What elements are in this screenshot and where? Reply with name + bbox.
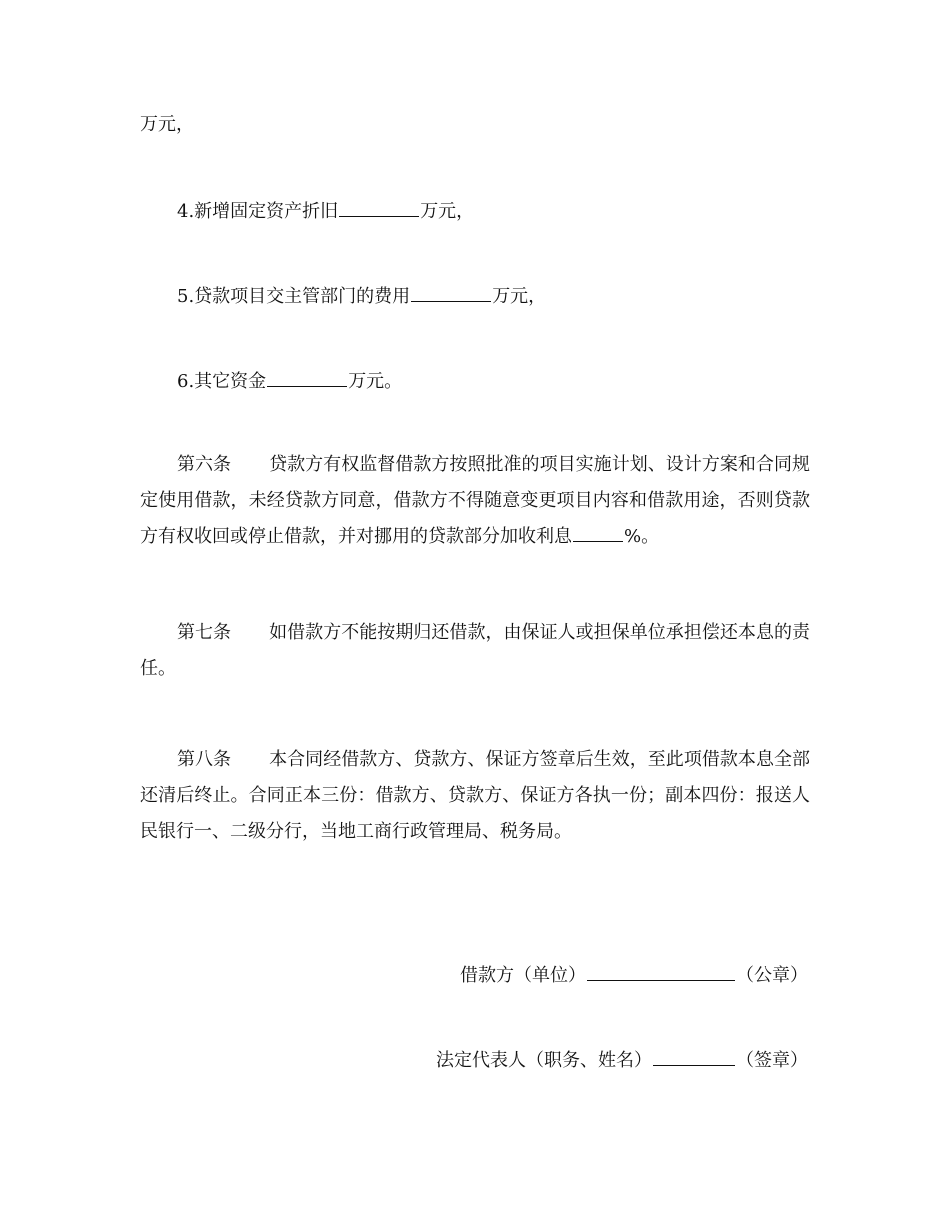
article-6-text: 贷款方有权监督借款方按照批准的项目实施计划、设计方案和合同规定使用借款，未经贷款方同意，借款方不得随意变更项目内容和借款用途，否则贷款方有权收回或停止借款，并对挪用的贷款部分加收利息	[140, 454, 810, 547]
fill-blank[interactable]	[587, 962, 735, 981]
article-8-text: 本合同经借款方、贷款方、保证方签章后生效，至此项借款本息全部还清后终止。合同正本三份：借款方、贷款方、保证方各执一份；副本四份：报送人民银行一、二级分行，当地工商行政管理局、税务局。	[140, 749, 810, 842]
fill-blank[interactable]	[267, 368, 347, 387]
item-4-prefix: 4.新增固定资产折旧	[177, 201, 339, 222]
fill-blank[interactable]	[339, 198, 419, 217]
borrower-label: 借款方（单位）	[460, 965, 586, 986]
continuation-text: 万元，	[140, 114, 194, 135]
article-8	[140, 742, 810, 850]
article-6-title: 第六条	[177, 454, 232, 475]
item-4-suffix: 万元，	[420, 201, 475, 222]
item-4	[177, 198, 474, 224]
representative-seal: （签章）	[736, 1050, 808, 1071]
borrower-signature-line	[460, 962, 808, 988]
item-6-prefix: 6.其它资金	[177, 371, 267, 392]
item-5-suffix: 万元，	[492, 286, 547, 307]
article-6-end: %。	[624, 526, 660, 547]
continuation-line	[140, 113, 194, 137]
article-6	[140, 447, 810, 555]
article-7-title: 第七条	[177, 622, 232, 643]
article-7-text: 如借款方不能按期归还借款，由保证人或担保单位承担偿还本息的责任。	[140, 622, 810, 679]
fill-blank[interactable]	[653, 1047, 735, 1066]
item-6-suffix: 万元。	[348, 371, 403, 392]
representative-signature-line	[436, 1047, 808, 1073]
borrower-seal: （公章）	[736, 965, 808, 986]
item-6	[177, 368, 402, 394]
fill-blank[interactable]	[573, 523, 623, 542]
article-8-title: 第八条	[177, 749, 232, 770]
item-5	[177, 283, 546, 309]
fill-blank[interactable]	[411, 283, 491, 302]
item-5-prefix: 5.贷款项目交主管部门的费用	[177, 286, 411, 307]
article-7	[140, 615, 810, 687]
representative-label: 法定代表人（职务、姓名）	[436, 1050, 652, 1071]
